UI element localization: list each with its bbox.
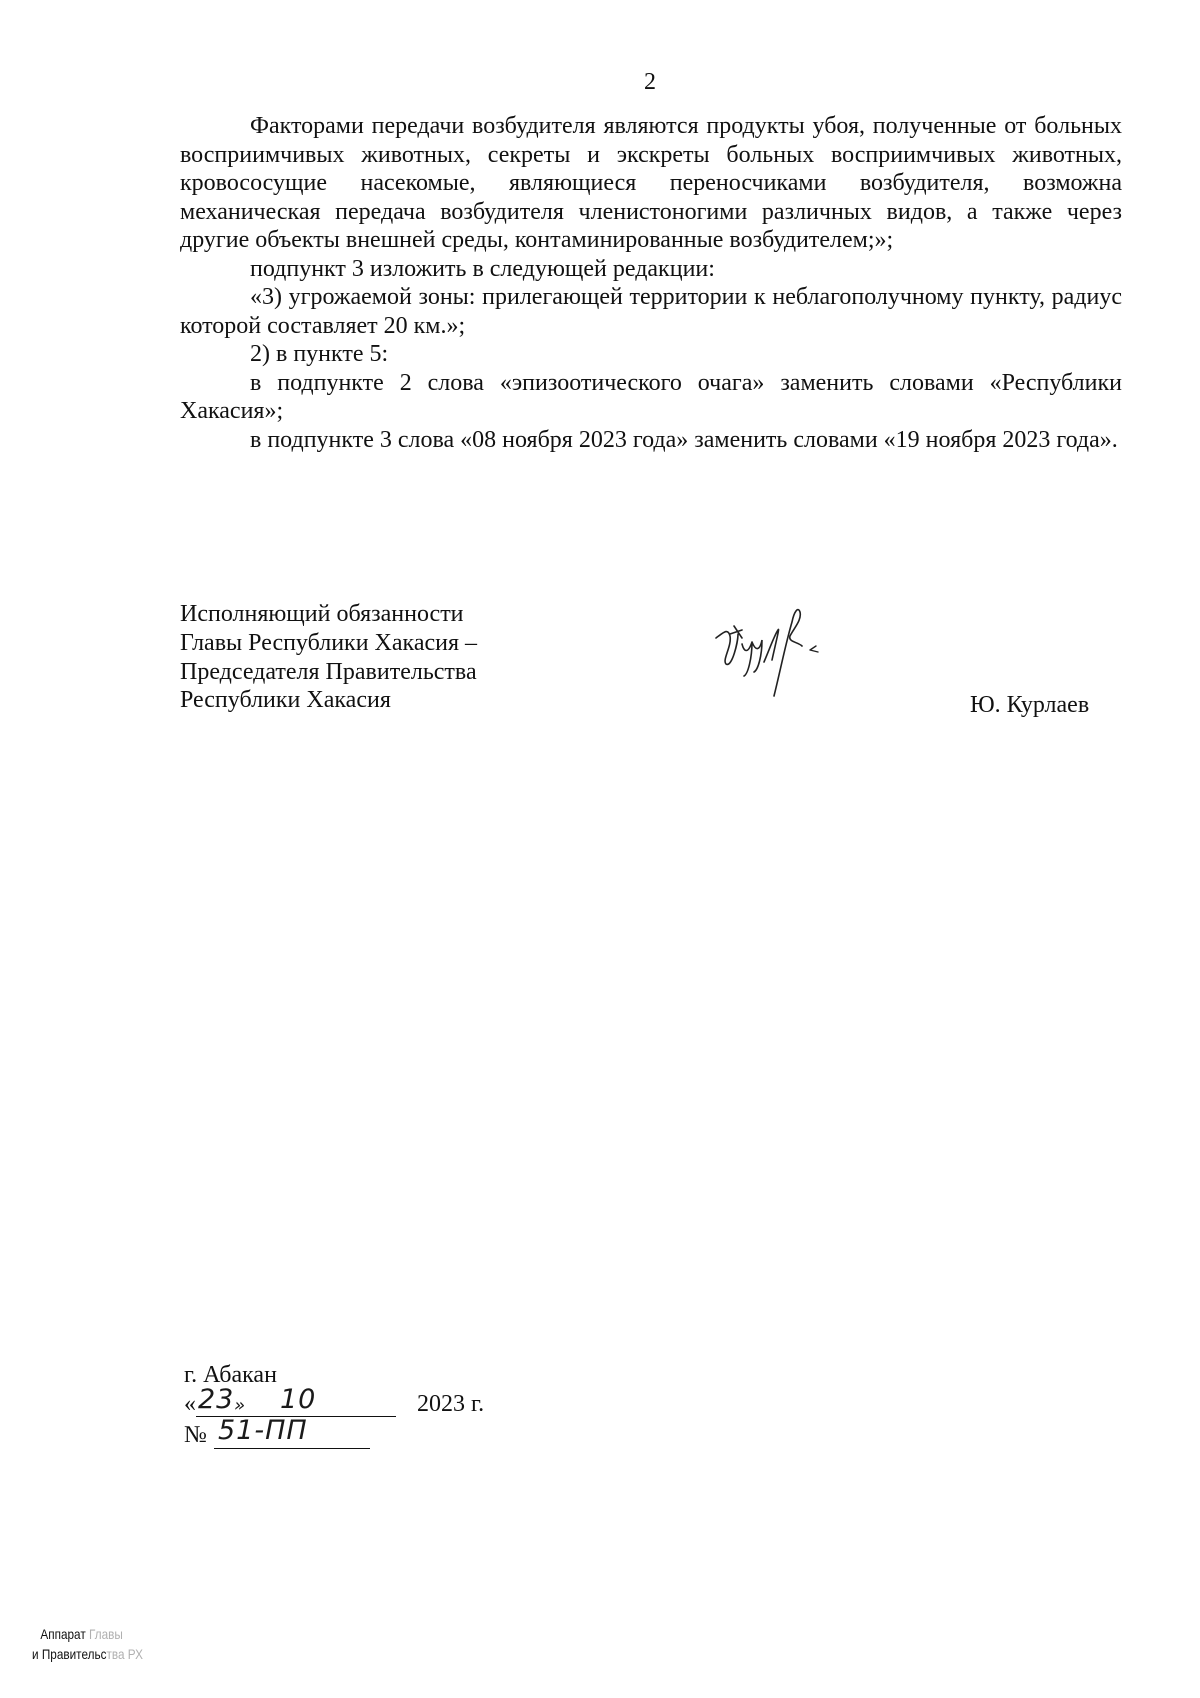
stamp-text-faded: тва РХ	[106, 1646, 143, 1662]
date-year: 2023 г.	[417, 1391, 485, 1417]
paragraph-subitem-3-replace: в подпункте 3 слова «08 ноября 2023 года» заменить словами «19 ноября 2023 года».	[250, 426, 1118, 453]
stamp-line	[32, 1644, 143, 1664]
stamp-text-faded: Главы	[89, 1626, 123, 1642]
paragraph-threatened-zone: «3) угрожаемой зоны: прилегающей территории к неблагополучному пункту, радиус которой составляет 20 км.»;	[180, 284, 1122, 339]
signatory-position-line: Председателя Правительства	[180, 658, 477, 685]
issue-place: г. Абакан	[184, 1362, 277, 1388]
handwritten-document-number: 51-ПП	[218, 1415, 308, 1446]
signatory-position-line: Главы Республики Хакасия –	[180, 629, 478, 656]
paragraph-item-5: 2) в пункте 5:	[250, 341, 389, 367]
number-sign: №	[184, 1422, 207, 1448]
handwritten-date-month: 10	[280, 1384, 317, 1415]
date-quote-open: «	[184, 1391, 196, 1417]
page-number: 2	[644, 69, 656, 95]
signatory-name: Ю. Курлаев	[970, 692, 1090, 718]
document-body	[180, 112, 1122, 454]
paragraph-transmission-factors: Факторами передачи возбудителя являются продукты убоя, полученные от больных восприимчивых животных, секреты и экскреты больных восприимчивых животных, кровососущие насекомые, являющиеся переносчиками возбудителя, возможна механическая передача возбудителя членистоногими различных видов, а также через другие объекты внешней среды, контаминированные возбудителем;»;	[180, 113, 1122, 253]
paragraph-subitem-3-intro: подпункт 3 изложить в следующей редакции:	[250, 255, 715, 282]
office-stamp	[32, 1624, 143, 1664]
handwritten-date-day: 23	[198, 1384, 235, 1415]
stamp-text: Аппарат	[40, 1626, 90, 1642]
signatory-position-line: Исполняющий обязанности	[180, 601, 464, 627]
handwritten-date-quote-close: »	[234, 1395, 247, 1416]
signatory-position-line: Республики Хакасия	[180, 687, 391, 714]
signatory-position	[180, 600, 540, 715]
stamp-text: и Правительс	[32, 1646, 107, 1662]
paragraph-subitem-2-replace: в подпункте 2 слова «эпизоотического очага» заменить словами «Республики Хакасия»;	[180, 369, 1122, 424]
number-underline	[214, 1448, 370, 1449]
document-number	[184, 1415, 424, 1453]
handwritten-signature	[708, 602, 828, 702]
stamp-line	[32, 1624, 143, 1644]
